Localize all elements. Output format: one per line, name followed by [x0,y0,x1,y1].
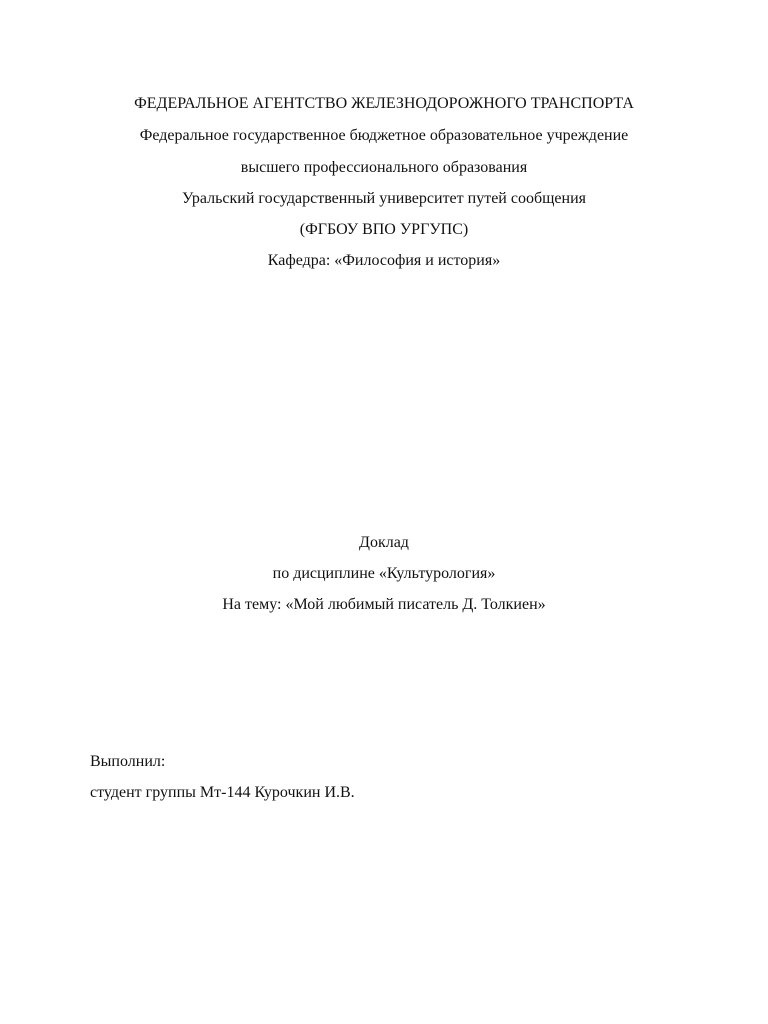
author-student: студент группы Мт-144 Курочкин И.В. [90,784,355,801]
university-abbreviation: (ФГБОУ ВПО УРГУПС) [299,221,469,238]
document-type: Доклад [359,534,409,551]
department-name: Кафедра: «Философия и история» [267,252,501,269]
author-label: Выполнил: [90,753,166,770]
agency-heading: ФЕДЕРАЛЬНОЕ АГЕНТСТВО ЖЕЛЕЗНОДОРОЖНОГО ТРАНСПОРТА [134,95,634,112]
institution-line-2: высшего профессионального образования [240,159,528,176]
university-name: Уральский государственный университет путей сообщения [181,190,587,207]
topic-line: На тему: «Мой любимый писатель Д. Толкиен» [222,596,546,613]
discipline-line: по дисциплине «Культурология» [272,565,496,582]
institution-line-1: Федеральное государственное бюджетное образовательное учреждение [139,127,629,144]
